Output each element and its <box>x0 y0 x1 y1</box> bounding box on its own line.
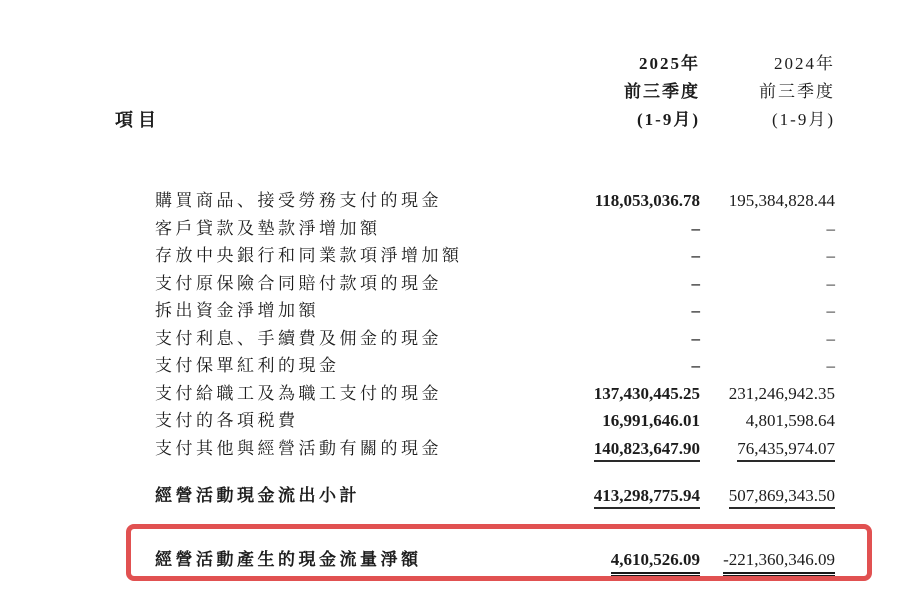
row-value-2024: – <box>826 246 835 265</box>
row-value-2025: 118,053,036.78 <box>594 191 700 210</box>
row-value-2024: – <box>826 273 835 293</box>
row-value-2025: – <box>691 356 700 375</box>
table-row <box>0 324 914 352</box>
subtotal-row <box>0 481 914 509</box>
row-value-2025: 16,991,646.01 <box>602 411 700 430</box>
table-row <box>0 406 914 434</box>
row-label: 存放中央銀行和同業款項淨增加額 <box>155 246 463 265</box>
table-row <box>0 379 914 407</box>
table-row <box>0 186 914 214</box>
row-value-2025: 137,430,445.25 <box>593 383 700 403</box>
row-label: 客戶貸款及墊款淨增加額 <box>155 218 381 238</box>
net-cash-flow-value-2025: 4,610,526.09 <box>540 550 700 570</box>
column-header-2025-months: (1-9月) <box>637 110 700 129</box>
subtotal-value-2025: 413,298,775.94 <box>540 486 700 506</box>
table-row <box>0 269 914 297</box>
row-label: 支付原保險合同賠付款項的現金 <box>155 273 442 293</box>
table-row <box>0 214 914 242</box>
row-value-2024: – <box>826 328 835 348</box>
row-label: 支付其他與經營活動有關的現金 <box>155 438 442 458</box>
row-label: 支付利息、手續費及佣金的現金 <box>155 328 442 348</box>
row-value-2024: – <box>826 218 835 238</box>
row-value-2025: – <box>691 273 700 293</box>
row-value-2024: – <box>826 301 835 320</box>
column-header-2024-period: 前三季度 <box>759 82 835 101</box>
column-header-2025-year: 2025年 <box>639 54 700 73</box>
row-value-2024: – <box>826 356 835 375</box>
table-row <box>0 296 914 324</box>
row-value-2025: – <box>691 246 700 265</box>
row-value-2025: – <box>691 218 700 238</box>
table-row <box>0 241 914 269</box>
row-label: 購買商品、接受勞務支付的現金 <box>155 191 442 210</box>
net-cash-flow-label: 經營活動產生的現金流量淨額 <box>155 550 422 569</box>
table-header <box>0 0 914 134</box>
column-header-2025 <box>540 50 700 134</box>
table-row <box>0 434 914 462</box>
table-body <box>0 186 914 573</box>
row-value-2024: 76,435,974.07 <box>700 439 835 459</box>
row-value-2024: 195,384,828.44 <box>728 191 835 210</box>
column-header-2024 <box>700 50 835 134</box>
row-value-2025: – <box>691 328 700 348</box>
table-row <box>0 351 914 379</box>
net-cash-flow-value-2024: -221,360,346.09 <box>700 550 835 570</box>
net-cash-flow-row <box>0 545 914 573</box>
row-label: 拆出資金淨增加額 <box>155 301 319 320</box>
column-header-2024-year: 2024年 <box>774 54 835 73</box>
subtotal-value-2024: 507,869,343.50 <box>700 486 835 506</box>
row-label: 支付的各項税費 <box>155 411 299 430</box>
column-header-2025-period: 前三季度 <box>624 82 700 101</box>
row-label: 支付給職工及為職工支付的現金 <box>155 383 442 403</box>
row-label: 支付保單紅利的現金 <box>155 356 340 375</box>
row-value-2024: 4,801,598.64 <box>745 411 835 430</box>
row-value-2024: 231,246,942.35 <box>728 383 835 403</box>
row-value-2025: – <box>691 301 700 320</box>
item-column-header: 項目 <box>115 110 161 130</box>
subtotal-label: 經營活動現金流出小計 <box>155 486 360 505</box>
column-header-2024-months: (1-9月) <box>772 110 835 129</box>
row-value-2025: 140,823,647.90 <box>540 439 700 459</box>
